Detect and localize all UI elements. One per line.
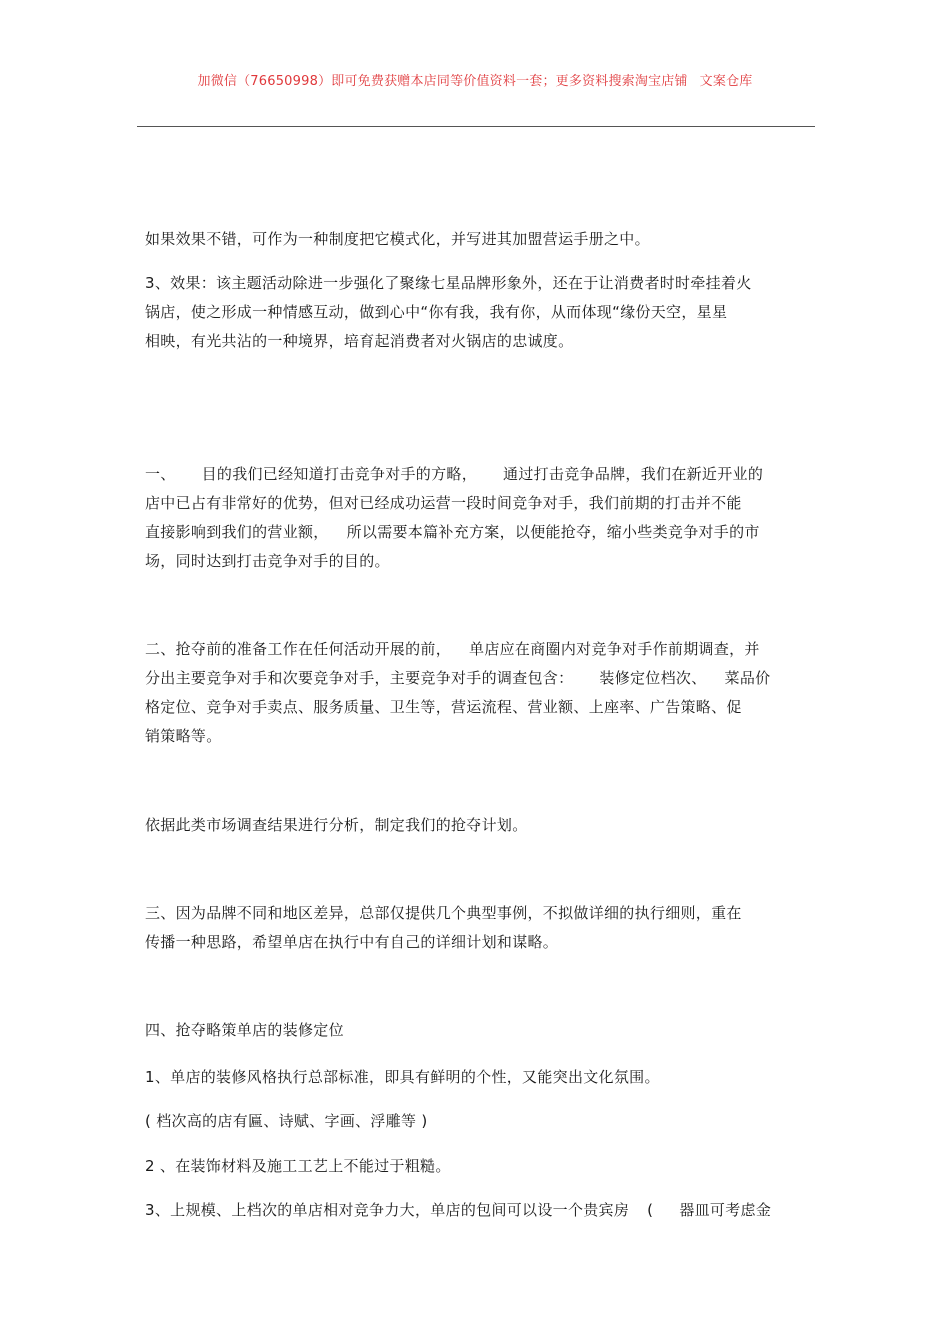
- text-line: 格定位、竞争对手卖点、服务质量、卫生等，营运流程、营业额、上座率、广告策略、促: [145, 698, 742, 716]
- paragraph-1: 如果效果不错，可作为一种制度把它模式化，并写进其加盟营运手册之中。: [145, 230, 650, 248]
- text-span: 3、上规模、上档次的单店相对竞争力大，单店的包间可以设一个贵宾房: [145, 1201, 630, 1219]
- text-span: 所以需要本篇补充方案，以便能抢夺，缩小些类竞争对手的市: [346, 523, 760, 541]
- text-line: 场，同时达到打击竞争对手的目的。: [145, 552, 390, 570]
- item-note: ( 档次高的店有匾、诗赋、字画、浮雕等 ): [145, 1112, 428, 1130]
- text-line: 锅店，使之形成一种情感互动，做到心中“你有我，我有你，从而体现“缘份天空，星星: [145, 303, 728, 321]
- text-span: 直接影响到我们的营业额，: [145, 523, 329, 541]
- text-span: 菜品价: [724, 669, 771, 687]
- section-one: [145, 460, 810, 576]
- text-line: 3、效果：该主题活动除进一步强化了聚缘七星品牌形象外，还在于让消费者时时牵挂着火: [145, 274, 752, 292]
- text-line: 店中已占有非常好的优势，但对已经成功运营一段时间竞争对手，我们前期的打击并不能: [145, 494, 742, 512]
- item-2: 2 、在装饰材料及施工工艺上不能过于粗糙。: [145, 1157, 451, 1175]
- section-four-heading: 四、抢夺略策单店的装修定位: [145, 1021, 344, 1039]
- section-two: [145, 635, 810, 751]
- text-line: 销策略等。: [145, 727, 222, 745]
- text-span: (: [647, 1201, 654, 1219]
- item-3: [145, 1196, 810, 1225]
- text-span: 一、: [145, 465, 176, 483]
- promo-header: [0, 70, 950, 89]
- text-line: 三、因为品牌不同和地区差异，总部仅提供几个典型事例，不拟做详细的执行细则，重在: [145, 904, 742, 922]
- text-span: 装修定位档次、: [599, 669, 707, 687]
- promo-header-text: 加微信（76650998）即可免费获赠本店同等价值资料一套；更多资料搜索淘宝店铺: [197, 74, 688, 89]
- text-line: 传播一种思路，希望单店在执行中有自己的详细计划和谋略。: [145, 933, 559, 951]
- text-span: 器皿可考虑金: [679, 1201, 772, 1219]
- text-line: [145, 635, 810, 664]
- text-line: [145, 460, 810, 489]
- text-span: 单店应在商圈内对竞争对手作前期调查，并: [469, 640, 760, 658]
- promo-header-shop: 文案仓库: [699, 74, 753, 89]
- text-line: [145, 518, 810, 547]
- section-three: [145, 899, 810, 957]
- paragraph-plan: 依据此类市场调查结果进行分析，制定我们的抢夺计划。: [145, 816, 528, 834]
- item-1: 1、单店的装修风格执行总部标准，即具有鲜明的个性，又能突出文化氛围。: [145, 1068, 660, 1086]
- paragraph-effect: [145, 269, 810, 356]
- text-span: 目的我们已经知道打击竞争对手的方略，: [201, 465, 478, 483]
- text-line: 相映，有光共沾的一种境界，培育起消费者对火锅店的忠诚度。: [145, 332, 574, 350]
- text-span: 二、抢夺前的准备工作在任何活动开展的前，: [145, 640, 452, 658]
- text-span: 分出主要竞争对手和次要竞争对手，主要竞争对手的调查包含：: [145, 669, 574, 687]
- header-divider: [137, 126, 815, 127]
- text-line: [145, 664, 810, 693]
- text-span: 通过打击竞争品牌，我们在新近开业的: [503, 465, 764, 483]
